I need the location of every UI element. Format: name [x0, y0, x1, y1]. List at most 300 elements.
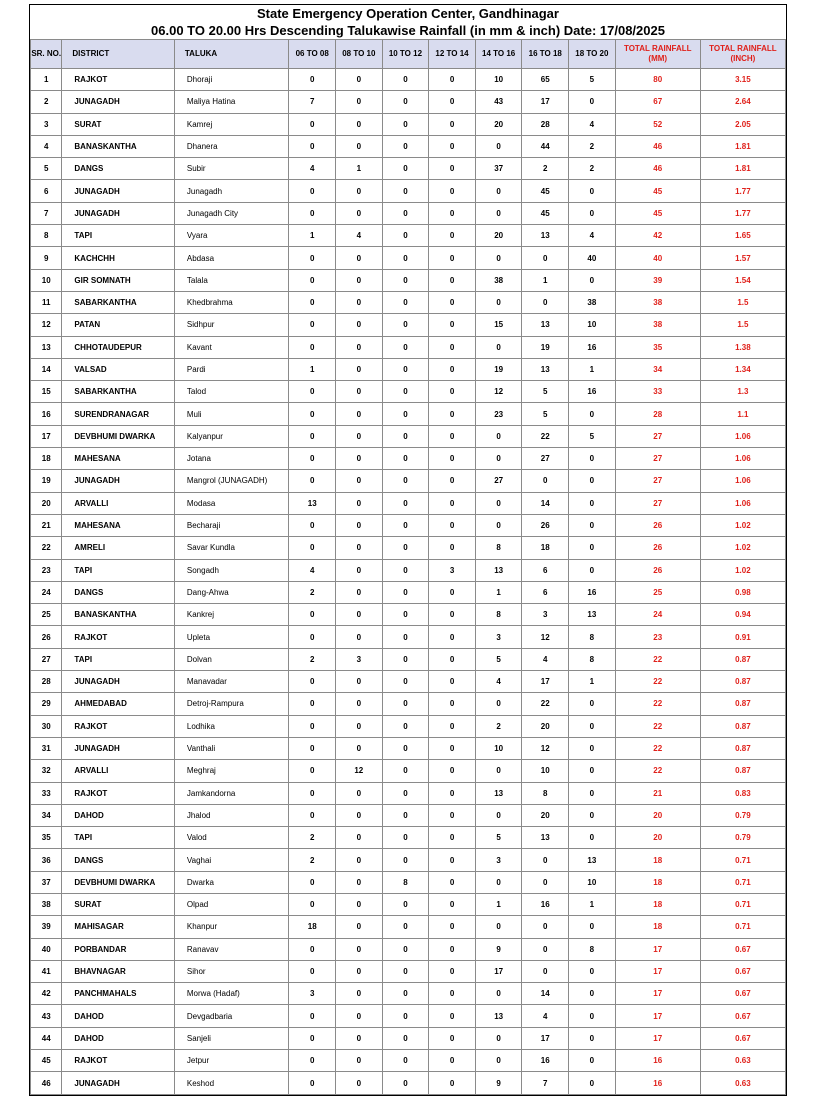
col-header-taluka: TALUKA	[174, 40, 289, 69]
rain-18-20-cell: 8	[569, 938, 616, 960]
district-cell: ARVALLI	[62, 760, 174, 782]
sr-no-cell: 33	[31, 782, 62, 804]
rain-14-16-cell: 27	[475, 470, 522, 492]
taluka-cell: Manavadar	[174, 671, 289, 693]
taluka-cell: Lodhika	[174, 715, 289, 737]
rain-18-20-cell: 13	[569, 604, 616, 626]
rain-08-10-cell: 0	[336, 604, 383, 626]
total-mm-cell: 27	[615, 470, 700, 492]
rain-18-20-cell: 1	[569, 358, 616, 380]
rain-10-12-cell: 0	[382, 1050, 429, 1072]
rain-14-16-cell: 13	[475, 559, 522, 581]
rain-16-18-cell: 22	[522, 693, 569, 715]
rain-16-18-cell: 14	[522, 492, 569, 514]
rain-18-20-cell: 0	[569, 960, 616, 982]
rain-18-20-cell: 0	[569, 827, 616, 849]
rain-16-18-cell: 10	[522, 760, 569, 782]
rain-14-16-cell: 1	[475, 581, 522, 603]
rain-16-18-cell: 0	[522, 291, 569, 313]
rain-10-12-cell: 0	[382, 247, 429, 269]
sr-no-cell: 42	[31, 983, 62, 1005]
rain-18-20-cell: 0	[569, 916, 616, 938]
rain-08-10-cell: 0	[336, 514, 383, 536]
rain-12-14-cell: 0	[429, 381, 476, 403]
total-inch-cell: 1.77	[700, 202, 785, 224]
sr-no-cell: 9	[31, 247, 62, 269]
rain-16-18-cell: 12	[522, 737, 569, 759]
rain-14-16-cell: 2	[475, 715, 522, 737]
rain-14-16-cell: 0	[475, 804, 522, 826]
rain-18-20-cell: 0	[569, 202, 616, 224]
rain-12-14-cell: 0	[429, 180, 476, 202]
total-mm-cell: 18	[615, 916, 700, 938]
total-inch-cell: 1.54	[700, 269, 785, 291]
taluka-cell: Modasa	[174, 492, 289, 514]
taluka-cell: Dhoraji	[174, 69, 289, 91]
rain-10-12-cell: 0	[382, 69, 429, 91]
rain-16-18-cell: 65	[522, 69, 569, 91]
rain-08-10-cell: 0	[336, 1005, 383, 1027]
rain-12-14-cell: 0	[429, 425, 476, 447]
total-inch-cell: 2.64	[700, 91, 785, 113]
rain-06-08-cell: 0	[289, 1027, 336, 1049]
district-cell: RAJKOT	[62, 782, 174, 804]
total-mm-cell: 25	[615, 581, 700, 603]
rain-16-18-cell: 45	[522, 180, 569, 202]
rain-06-08-cell: 1	[289, 225, 336, 247]
district-cell: TAPI	[62, 827, 174, 849]
rain-08-10-cell: 1	[336, 158, 383, 180]
rain-10-12-cell: 0	[382, 314, 429, 336]
sr-no-cell: 3	[31, 113, 62, 135]
rain-12-14-cell: 0	[429, 113, 476, 135]
rain-12-14-cell: 0	[429, 470, 476, 492]
total-inch-cell: 0.83	[700, 782, 785, 804]
rain-14-16-cell: 20	[475, 225, 522, 247]
sr-no-cell: 38	[31, 893, 62, 915]
rain-14-16-cell: 0	[475, 336, 522, 358]
rain-06-08-cell: 2	[289, 648, 336, 670]
district-cell: DAHOD	[62, 1005, 174, 1027]
rain-06-08-cell: 0	[289, 715, 336, 737]
rain-06-08-cell: 0	[289, 425, 336, 447]
total-inch-cell: 1.06	[700, 448, 785, 470]
rain-08-10-cell: 0	[336, 871, 383, 893]
sr-no-cell: 27	[31, 648, 62, 670]
rain-10-12-cell: 0	[382, 291, 429, 313]
total-mm-cell: 26	[615, 514, 700, 536]
district-cell: PORBANDAR	[62, 938, 174, 960]
rain-10-12-cell: 0	[382, 202, 429, 224]
table-row	[31, 448, 786, 470]
sr-no-cell: 1	[31, 69, 62, 91]
rain-10-12-cell: 0	[382, 693, 429, 715]
rain-12-14-cell: 0	[429, 715, 476, 737]
rain-16-18-cell: 1	[522, 269, 569, 291]
district-cell: RAJKOT	[62, 626, 174, 648]
col-header-sr-no: SR. NO.	[31, 40, 62, 69]
rain-14-16-cell: 43	[475, 91, 522, 113]
rain-14-16-cell: 23	[475, 403, 522, 425]
rain-06-08-cell: 0	[289, 113, 336, 135]
rain-14-16-cell: 19	[475, 358, 522, 380]
rain-16-18-cell: 5	[522, 403, 569, 425]
table-row	[31, 626, 786, 648]
table-row	[31, 158, 786, 180]
rain-18-20-cell: 0	[569, 537, 616, 559]
taluka-cell: Dolvan	[174, 648, 289, 670]
rain-10-12-cell: 8	[382, 871, 429, 893]
rain-18-20-cell: 0	[569, 1027, 616, 1049]
rain-14-16-cell: 0	[475, 247, 522, 269]
rain-10-12-cell: 0	[382, 849, 429, 871]
rain-08-10-cell: 0	[336, 180, 383, 202]
table-row	[31, 916, 786, 938]
rain-12-14-cell: 0	[429, 247, 476, 269]
rain-14-16-cell: 13	[475, 782, 522, 804]
district-cell: RAJKOT	[62, 1050, 174, 1072]
rain-10-12-cell: 0	[382, 938, 429, 960]
taluka-cell: Jamkandorna	[174, 782, 289, 804]
rain-12-14-cell: 0	[429, 202, 476, 224]
total-mm-cell: 22	[615, 760, 700, 782]
total-mm-cell: 42	[615, 225, 700, 247]
rain-12-14-cell: 0	[429, 158, 476, 180]
district-cell: JUNAGADH	[62, 1072, 174, 1094]
rain-16-18-cell: 0	[522, 960, 569, 982]
total-mm-cell: 22	[615, 671, 700, 693]
rain-12-14-cell: 0	[429, 1027, 476, 1049]
district-cell: SURAT	[62, 893, 174, 915]
rain-16-18-cell: 0	[522, 247, 569, 269]
rain-12-14-cell: 0	[429, 916, 476, 938]
table-row	[31, 358, 786, 380]
rain-10-12-cell: 0	[382, 269, 429, 291]
district-cell: JUNAGADH	[62, 671, 174, 693]
rain-06-08-cell: 0	[289, 938, 336, 960]
district-cell: PATAN	[62, 314, 174, 336]
rain-18-20-cell: 0	[569, 448, 616, 470]
table-row	[31, 1005, 786, 1027]
sr-no-cell: 32	[31, 760, 62, 782]
sr-no-cell: 10	[31, 269, 62, 291]
taluka-cell: Khanpur	[174, 916, 289, 938]
rain-06-08-cell: 0	[289, 247, 336, 269]
rain-14-16-cell: 5	[475, 827, 522, 849]
rain-12-14-cell: 0	[429, 760, 476, 782]
rain-14-16-cell: 0	[475, 983, 522, 1005]
total-inch-cell: 1.02	[700, 537, 785, 559]
rain-12-14-cell: 0	[429, 782, 476, 804]
rain-06-08-cell: 0	[289, 514, 336, 536]
sr-no-cell: 17	[31, 425, 62, 447]
rain-08-10-cell: 0	[336, 537, 383, 559]
rain-10-12-cell: 0	[382, 983, 429, 1005]
rain-08-10-cell: 0	[336, 314, 383, 336]
rain-18-20-cell: 1	[569, 671, 616, 693]
table-row	[31, 113, 786, 135]
rain-10-12-cell: 0	[382, 1027, 429, 1049]
table-row	[31, 1027, 786, 1049]
rain-08-10-cell: 0	[336, 916, 383, 938]
district-cell: DEVBHUMI DWARKA	[62, 425, 174, 447]
rain-10-12-cell: 0	[382, 737, 429, 759]
sr-no-cell: 24	[31, 581, 62, 603]
rain-18-20-cell: 0	[569, 559, 616, 581]
total-mm-cell: 22	[615, 715, 700, 737]
total-mm-cell: 18	[615, 849, 700, 871]
rain-06-08-cell: 0	[289, 180, 336, 202]
rain-18-20-cell: 0	[569, 737, 616, 759]
rain-18-20-cell: 0	[569, 1072, 616, 1094]
table-row	[31, 514, 786, 536]
rain-10-12-cell: 0	[382, 470, 429, 492]
rain-12-14-cell: 0	[429, 671, 476, 693]
total-inch-cell: 0.87	[700, 715, 785, 737]
total-mm-cell: 52	[615, 113, 700, 135]
rain-10-12-cell: 0	[382, 960, 429, 982]
rain-08-10-cell: 0	[336, 1072, 383, 1094]
col-header-total-mm: TOTAL RAINFALL (MM)	[615, 40, 700, 69]
rain-14-16-cell: 15	[475, 314, 522, 336]
taluka-cell: Dwarka	[174, 871, 289, 893]
total-mm-cell: 38	[615, 314, 700, 336]
rain-16-18-cell: 17	[522, 671, 569, 693]
rain-08-10-cell: 0	[336, 893, 383, 915]
rain-06-08-cell: 0	[289, 760, 336, 782]
rain-06-08-cell: 0	[289, 626, 336, 648]
rain-16-18-cell: 0	[522, 470, 569, 492]
rain-10-12-cell: 0	[382, 782, 429, 804]
rain-12-14-cell: 0	[429, 91, 476, 113]
district-cell: SABARKANTHA	[62, 291, 174, 313]
rain-08-10-cell: 0	[336, 983, 383, 1005]
rain-10-12-cell: 0	[382, 760, 429, 782]
rain-12-14-cell: 0	[429, 135, 476, 157]
table-row	[31, 537, 786, 559]
total-inch-cell: 0.98	[700, 581, 785, 603]
rain-14-16-cell: 0	[475, 202, 522, 224]
taluka-cell: Songadh	[174, 559, 289, 581]
rain-08-10-cell: 0	[336, 381, 383, 403]
taluka-cell: Kalyanpur	[174, 425, 289, 447]
rain-08-10-cell: 0	[336, 358, 383, 380]
rain-08-10-cell: 0	[336, 425, 383, 447]
rain-08-10-cell: 0	[336, 202, 383, 224]
total-mm-cell: 45	[615, 180, 700, 202]
total-mm-cell: 35	[615, 336, 700, 358]
total-inch-cell: 1.02	[700, 514, 785, 536]
total-mm-cell: 26	[615, 537, 700, 559]
rain-10-12-cell: 0	[382, 648, 429, 670]
rain-12-14-cell: 0	[429, 983, 476, 1005]
taluka-cell: Pardi	[174, 358, 289, 380]
rain-10-12-cell: 0	[382, 113, 429, 135]
rain-08-10-cell: 0	[336, 1050, 383, 1072]
rain-18-20-cell: 0	[569, 514, 616, 536]
total-inch-cell: 1.02	[700, 559, 785, 581]
sr-no-cell: 14	[31, 358, 62, 380]
rain-08-10-cell: 0	[336, 782, 383, 804]
sr-no-cell: 23	[31, 559, 62, 581]
rain-18-20-cell: 4	[569, 225, 616, 247]
sr-no-cell: 19	[31, 470, 62, 492]
sr-no-cell: 36	[31, 849, 62, 871]
total-mm-cell: 16	[615, 1050, 700, 1072]
total-inch-cell: 0.79	[700, 827, 785, 849]
col-header-14-16: 14 TO 16	[475, 40, 522, 69]
taluka-cell: Kankrej	[174, 604, 289, 626]
table-row	[31, 715, 786, 737]
rain-18-20-cell: 0	[569, 693, 616, 715]
rain-06-08-cell: 0	[289, 782, 336, 804]
total-inch-cell: 0.67	[700, 1027, 785, 1049]
table-row	[31, 202, 786, 224]
rain-16-18-cell: 17	[522, 91, 569, 113]
table-row	[31, 849, 786, 871]
rain-06-08-cell: 0	[289, 960, 336, 982]
rain-06-08-cell: 2	[289, 849, 336, 871]
rain-18-20-cell: 2	[569, 135, 616, 157]
total-mm-cell: 39	[615, 269, 700, 291]
rain-14-16-cell: 9	[475, 1072, 522, 1094]
taluka-cell: Detroj-Rampura	[174, 693, 289, 715]
district-cell: AHMEDABAD	[62, 693, 174, 715]
sr-no-cell: 8	[31, 225, 62, 247]
rain-18-20-cell: 16	[569, 381, 616, 403]
sr-no-cell: 20	[31, 492, 62, 514]
rain-16-18-cell: 20	[522, 804, 569, 826]
rain-08-10-cell: 4	[336, 225, 383, 247]
rain-06-08-cell: 0	[289, 403, 336, 425]
district-cell: TAPI	[62, 225, 174, 247]
rain-10-12-cell: 0	[382, 448, 429, 470]
col-header-08-10: 08 TO 10	[336, 40, 383, 69]
rain-18-20-cell: 0	[569, 804, 616, 826]
district-cell: AMRELI	[62, 537, 174, 559]
sr-no-cell: 41	[31, 960, 62, 982]
taluka-cell: Subir	[174, 158, 289, 180]
rain-12-14-cell: 0	[429, 537, 476, 559]
rain-08-10-cell: 0	[336, 69, 383, 91]
taluka-cell: Becharaji	[174, 514, 289, 536]
taluka-cell: Savar Kundla	[174, 537, 289, 559]
sr-no-cell: 11	[31, 291, 62, 313]
total-inch-cell: 0.71	[700, 871, 785, 893]
rain-18-20-cell: 40	[569, 247, 616, 269]
taluka-cell: Jetpur	[174, 1050, 289, 1072]
table-row	[31, 871, 786, 893]
col-header-16-18: 16 TO 18	[522, 40, 569, 69]
total-inch-cell: 1.81	[700, 135, 785, 157]
rain-12-14-cell: 0	[429, 648, 476, 670]
table-row	[31, 827, 786, 849]
taluka-cell: Khedbrahma	[174, 291, 289, 313]
rain-12-14-cell: 0	[429, 291, 476, 313]
rain-16-18-cell: 44	[522, 135, 569, 157]
total-mm-cell: 26	[615, 559, 700, 581]
rain-06-08-cell: 0	[289, 291, 336, 313]
rain-14-16-cell: 0	[475, 180, 522, 202]
rain-18-20-cell: 0	[569, 782, 616, 804]
rain-16-18-cell: 27	[522, 448, 569, 470]
taluka-cell: Upleta	[174, 626, 289, 648]
rain-06-08-cell: 0	[289, 537, 336, 559]
rain-08-10-cell: 0	[336, 492, 383, 514]
rain-16-18-cell: 28	[522, 113, 569, 135]
district-cell: SABARKANTHA	[62, 381, 174, 403]
rain-12-14-cell: 0	[429, 492, 476, 514]
rain-14-16-cell: 3	[475, 849, 522, 871]
district-cell: MAHESANA	[62, 514, 174, 536]
rain-10-12-cell: 0	[382, 1005, 429, 1027]
rain-10-12-cell: 0	[382, 581, 429, 603]
table-row	[31, 559, 786, 581]
rain-14-16-cell: 4	[475, 671, 522, 693]
district-cell: JUNAGADH	[62, 470, 174, 492]
rain-18-20-cell: 0	[569, 403, 616, 425]
district-cell: TAPI	[62, 648, 174, 670]
rain-08-10-cell: 0	[336, 247, 383, 269]
rain-14-16-cell: 0	[475, 514, 522, 536]
rain-14-16-cell: 0	[475, 760, 522, 782]
rain-18-20-cell: 16	[569, 336, 616, 358]
rain-14-16-cell: 13	[475, 1005, 522, 1027]
rain-18-20-cell: 0	[569, 1050, 616, 1072]
rain-16-18-cell: 13	[522, 827, 569, 849]
table-row	[31, 247, 786, 269]
rain-10-12-cell: 0	[382, 425, 429, 447]
table-row	[31, 135, 786, 157]
rain-12-14-cell: 0	[429, 403, 476, 425]
rain-08-10-cell: 0	[336, 804, 383, 826]
district-cell: VALSAD	[62, 358, 174, 380]
rain-12-14-cell: 0	[429, 314, 476, 336]
rain-16-18-cell: 22	[522, 425, 569, 447]
rain-06-08-cell: 0	[289, 69, 336, 91]
total-mm-cell: 27	[615, 492, 700, 514]
report-subtitle: 06.00 TO 20.00 Hrs Descending Talukawise Rainfall (in mm & inch) Date: 17/08/2025	[151, 23, 665, 38]
rain-16-18-cell: 26	[522, 514, 569, 536]
taluka-cell: Dang-Ahwa	[174, 581, 289, 603]
taluka-cell: Vaghai	[174, 849, 289, 871]
table-row	[31, 381, 786, 403]
rain-10-12-cell: 0	[382, 135, 429, 157]
rain-12-14-cell: 0	[429, 269, 476, 291]
rain-12-14-cell: 0	[429, 871, 476, 893]
table-header-row	[31, 40, 786, 69]
table-row	[31, 1050, 786, 1072]
total-inch-cell: 1.3	[700, 381, 785, 403]
rain-18-20-cell: 0	[569, 180, 616, 202]
taluka-cell: Dhanera	[174, 135, 289, 157]
table-row	[31, 180, 786, 202]
taluka-cell: Talala	[174, 269, 289, 291]
rain-16-18-cell: 0	[522, 849, 569, 871]
total-inch-cell: 0.63	[700, 1050, 785, 1072]
district-cell: PANCHMAHALS	[62, 983, 174, 1005]
taluka-cell: Muli	[174, 403, 289, 425]
sr-no-cell: 5	[31, 158, 62, 180]
table-row	[31, 403, 786, 425]
sr-no-cell: 34	[31, 804, 62, 826]
rain-14-16-cell: 8	[475, 604, 522, 626]
col-header-total-inch: TOTAL RAINFALL (INCH)	[700, 40, 785, 69]
rain-10-12-cell: 0	[382, 804, 429, 826]
table-row	[31, 225, 786, 247]
rain-06-08-cell: 0	[289, 470, 336, 492]
rain-14-16-cell: 0	[475, 135, 522, 157]
